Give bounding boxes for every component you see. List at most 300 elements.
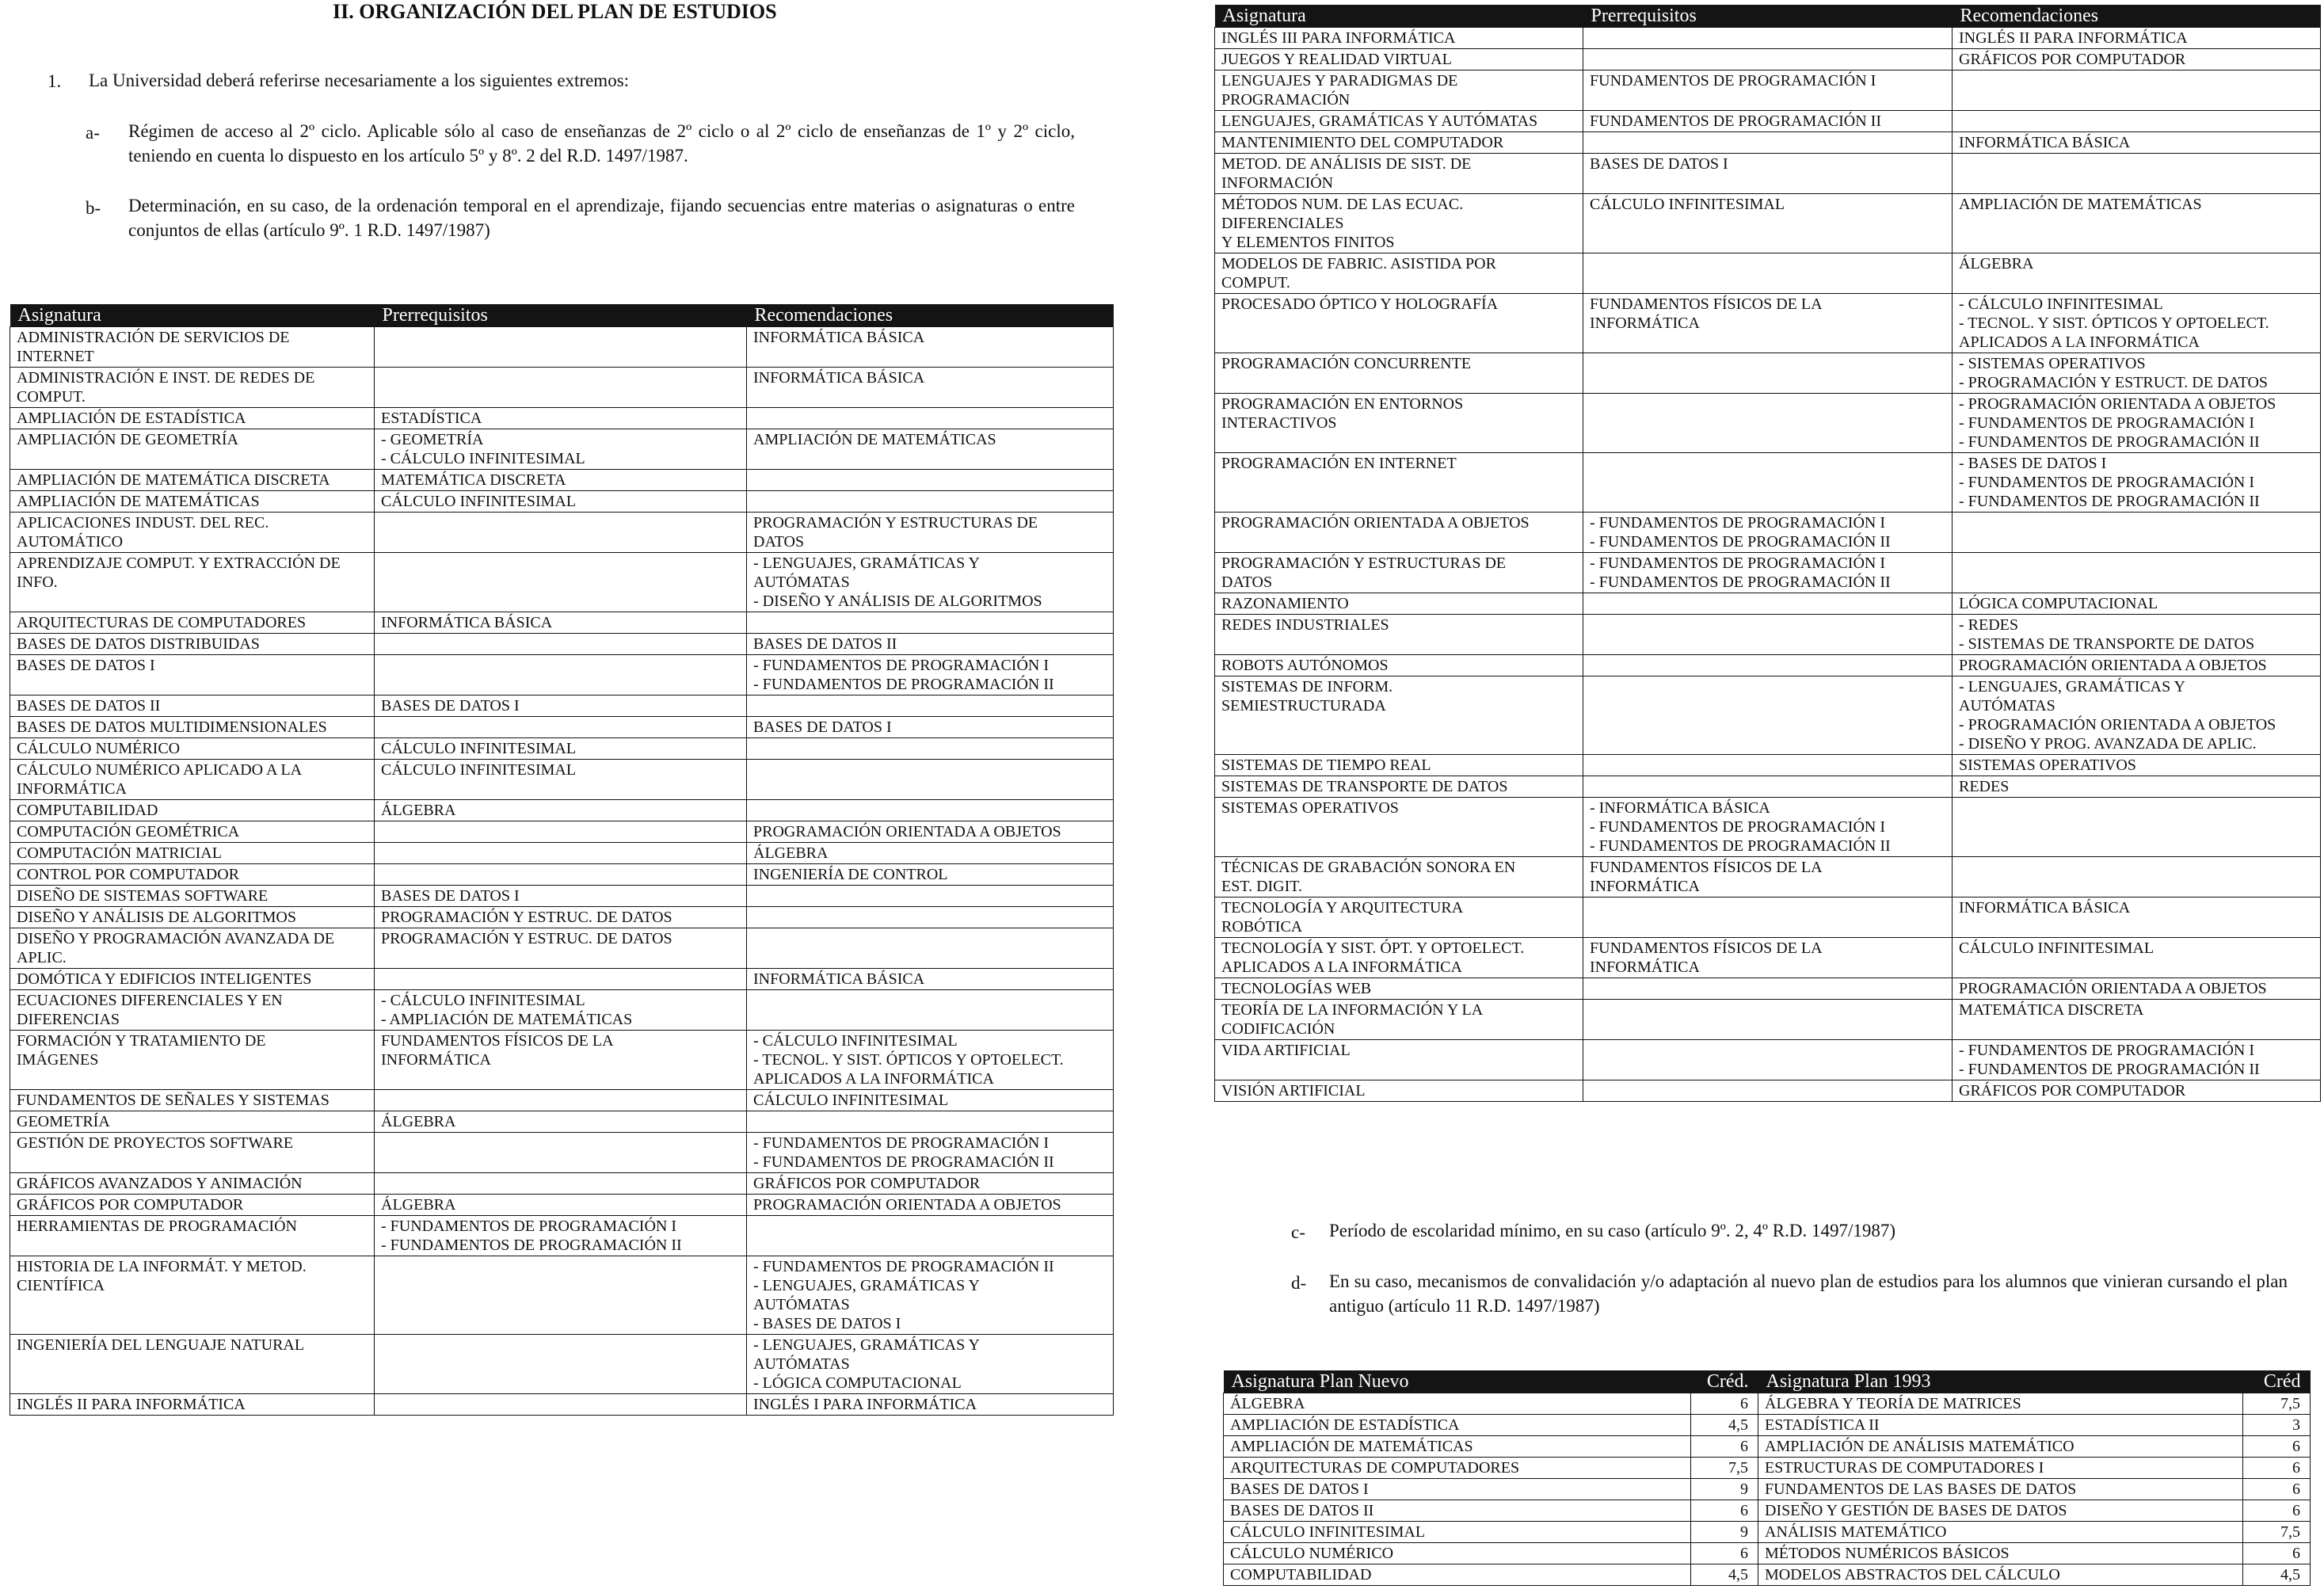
table-row xyxy=(10,634,1114,655)
table-row xyxy=(10,327,1114,368)
table-row xyxy=(10,1031,1114,1090)
table-cell: CÁLCULO INFINITESIMAL xyxy=(747,1090,1114,1111)
table-cell xyxy=(1583,676,1953,755)
table-cell: AMPLIACIÓN DE ESTADÍSTICA xyxy=(10,408,375,429)
table-cell: AMPLIACIÓN DE MATEMÁTICAS xyxy=(1953,194,2321,253)
table-cell: TECNOLOGÍA Y ARQUITECTURA ROBÓTICA xyxy=(1215,897,1583,938)
table-row xyxy=(1224,1543,2311,1564)
table-cell: LENGUAJES Y PARADIGMAS DE PROGRAMACIÓN xyxy=(1215,71,1583,111)
table-row xyxy=(10,1335,1114,1394)
table-cell: FUNDAMENTOS FÍSICOS DE LA INFORMÁTICA xyxy=(375,1031,747,1090)
table-row xyxy=(1215,294,2321,353)
table-cell xyxy=(1953,71,2321,111)
table-cell: - FUNDAMENTOS DE PROGRAMACIÓN I - FUNDAMENTOS DE PROGRAMACIÓN II xyxy=(747,655,1114,696)
table-cell xyxy=(747,470,1114,491)
table-row xyxy=(10,696,1114,717)
table-row xyxy=(1215,897,2321,938)
table-cell: FUNDAMENTOS FÍSICOS DE LA INFORMÁTICA xyxy=(1583,294,1953,353)
table-cell xyxy=(747,928,1114,969)
table-cell: PROGRAMACIÓN EN INTERNET xyxy=(1215,453,1583,513)
table-cell: AMPLIACIÓN DE MATEMÁTICA DISCRETA xyxy=(10,470,375,491)
table-row xyxy=(10,760,1114,800)
table-cell: ÁLGEBRA xyxy=(375,1111,747,1133)
table-cell xyxy=(1953,513,2321,553)
table-cell: INGENIERÍA DEL LENGUAJE NATURAL xyxy=(10,1335,375,1394)
table-cell: AMPLIACIÓN DE ESTADÍSTICA xyxy=(1224,1415,1691,1436)
table-cell: ANÁLISIS MATEMÁTICO xyxy=(1758,1522,2243,1543)
table-cell: FUNDAMENTOS FÍSICOS DE LA INFORMÁTICA xyxy=(1583,857,1953,897)
table-row xyxy=(1215,1000,2321,1040)
table-row xyxy=(1215,857,2321,897)
table-cell: 6 xyxy=(2243,1543,2311,1564)
table-cell xyxy=(375,1256,747,1335)
table-row xyxy=(1215,615,2321,655)
table-cell: 7,5 xyxy=(2243,1393,2311,1415)
table-cell xyxy=(1583,593,1953,615)
table-cell xyxy=(1583,453,1953,513)
table-cell: METOD. DE ANÁLISIS DE SIST. DE INFORMACIÓN xyxy=(1215,154,1583,194)
table-cell xyxy=(375,655,747,696)
table-cell: DISEÑO Y ANÁLISIS DE ALGORITMOS xyxy=(10,907,375,928)
table-cell: JUEGOS Y REALIDAD VIRTUAL xyxy=(1215,49,1583,71)
table-cell xyxy=(375,717,747,738)
table-row xyxy=(1215,453,2321,513)
table-cell: HISTORIA DE LA INFORMÁT. Y METOD. CIENTÍFICA xyxy=(10,1256,375,1335)
table-cell xyxy=(375,1335,747,1394)
table-row xyxy=(10,470,1114,491)
table-cell: SISTEMAS DE TRANSPORTE DE DATOS xyxy=(1215,776,1583,798)
table-row xyxy=(10,864,1114,886)
table-cell: 6 xyxy=(1691,1543,1758,1564)
table-cell xyxy=(747,1111,1114,1133)
table-cell xyxy=(375,1133,747,1173)
table-cell: VIDA ARTIFICIAL xyxy=(1215,1040,1583,1080)
table-cell: CÁLCULO INFINITESIMAL xyxy=(1224,1522,1691,1543)
table-cell: ESTADÍSTICA II xyxy=(1758,1415,2243,1436)
table-cell: BASES DE DATOS II xyxy=(1224,1500,1691,1522)
table-cell: - REDES - SISTEMAS DE TRANSPORTE DE DATOS xyxy=(1953,615,2321,655)
table-cell: BASES DE DATOS I xyxy=(375,696,747,717)
table-cell: ESTRUCTURAS DE COMPUTADORES I xyxy=(1758,1458,2243,1479)
table-cell: 4,5 xyxy=(1691,1564,1758,1586)
table-cell: ARQUITECTURAS DE COMPUTADORES xyxy=(1224,1458,1691,1479)
table-row xyxy=(1215,553,2321,593)
table-cell: ROBOTS AUTÓNOMOS xyxy=(1215,655,1583,676)
table-cell: MÉTODOS NUMÉRICOS BÁSICOS xyxy=(1758,1543,2243,1564)
table-cell: BASES DE DATOS II xyxy=(10,696,375,717)
table-cell: PROGRAMACIÓN EN ENTORNOS INTERACTIVOS xyxy=(1215,394,1583,453)
table-cell: 6 xyxy=(1691,1393,1758,1415)
table-cell xyxy=(747,491,1114,513)
table-cell xyxy=(1953,798,2321,857)
table-cell xyxy=(375,553,747,612)
table-cell: REDES xyxy=(1953,776,2321,798)
table-cell: COMPUTACIÓN GEOMÉTRICA xyxy=(10,821,375,843)
table-cell xyxy=(1583,655,1953,676)
table-row xyxy=(10,1133,1114,1173)
table-cell: - SISTEMAS OPERATIVOS - PROGRAMACIÓN Y ESTRUCT. DE DATOS xyxy=(1953,353,2321,394)
table-row xyxy=(10,990,1114,1031)
table-cell: COMPUTABILIDAD xyxy=(1224,1564,1691,1586)
table-cell: BASES DE DATOS I xyxy=(747,717,1114,738)
table-row xyxy=(1215,253,2321,294)
table-cell: RAZONAMIENTO xyxy=(1215,593,1583,615)
table-row xyxy=(1215,798,2321,857)
table-cell: CÁLCULO NUMÉRICO APLICADO A LA INFORMÁTICA xyxy=(10,760,375,800)
table-cell xyxy=(375,821,747,843)
table-cell: FUNDAMENTOS DE PROGRAMACIÓN II xyxy=(1583,111,1953,132)
table-cell: MATEMÁTICA DISCRETA xyxy=(375,470,747,491)
col-header-prerrequisitos: Prerrequisitos xyxy=(1583,5,1953,28)
table-cell: GRÁFICOS POR COMPUTADOR xyxy=(1953,1080,2321,1102)
table-row xyxy=(10,886,1114,907)
table-cell: BASES DE DATOS DISTRIBUIDAS xyxy=(10,634,375,655)
table-row xyxy=(1215,28,2321,49)
table-row xyxy=(10,738,1114,760)
table-cell: ADMINISTRACIÓN E INST. DE REDES DE COMPUT. xyxy=(10,368,375,408)
table-cell: DISEÑO Y GESTIÓN DE BASES DE DATOS xyxy=(1758,1500,2243,1522)
table-cell: - CÁLCULO INFINITESIMAL - AMPLIACIÓN DE MATEMÁTICAS xyxy=(375,990,747,1031)
table-cell: TECNOLOGÍAS WEB xyxy=(1215,978,1583,1000)
table-cell: FORMACIÓN Y TRATAMIENTO DE IMÁGENES xyxy=(10,1031,375,1090)
table-cell xyxy=(375,1173,747,1195)
table-cell: FUNDAMENTOS FÍSICOS DE LA INFORMÁTICA xyxy=(1583,938,1953,978)
table-cell: CÁLCULO INFINITESIMAL xyxy=(375,738,747,760)
table-cell: PROGRAMACIÓN ORIENTADA A OBJETOS xyxy=(1215,513,1583,553)
table-cell: COMPUTACIÓN MATRICIAL xyxy=(10,843,375,864)
table-row xyxy=(10,1173,1114,1195)
prerequisites-table-right xyxy=(1214,5,2321,1102)
table-cell xyxy=(1583,132,1953,154)
table-cell xyxy=(375,1394,747,1416)
table-cell xyxy=(747,760,1114,800)
table-cell: PROGRAMACIÓN ORIENTADA A OBJETOS xyxy=(747,821,1114,843)
table-cell: - CÁLCULO INFINITESIMAL - TECNOL. Y SIST. ÓPTICOS Y OPTOELECT. APLICADOS A LA INFORMÁTICA xyxy=(1953,294,2321,353)
table-row xyxy=(1215,1040,2321,1080)
table-cell: BASES DE DATOS I xyxy=(1224,1479,1691,1500)
table-cell xyxy=(1953,553,2321,593)
table-cell: 6 xyxy=(1691,1500,1758,1522)
col-header-plan-nuevo: Asignatura Plan Nuevo xyxy=(1224,1370,1691,1393)
table-cell: - FUNDAMENTOS DE PROGRAMACIÓN I - FUNDAMENTOS DE PROGRAMACIÓN II xyxy=(747,1133,1114,1173)
table-cell: INFORMÁTICA BÁSICA xyxy=(1953,897,2321,938)
col-header-asignatura: Asignatura xyxy=(10,304,375,327)
table-cell xyxy=(1583,776,1953,798)
table-cell: AMPLIACIÓN DE MATEMÁTICAS xyxy=(10,491,375,513)
table-cell: GEOMETRÍA xyxy=(10,1111,375,1133)
table-row xyxy=(10,491,1114,513)
table-row xyxy=(1215,194,2321,253)
table-cell: INFORMÁTICA BÁSICA xyxy=(747,368,1114,408)
table-cell: - FUNDAMENTOS DE PROGRAMACIÓN II - LENGUAJES, GRAMÁTICAS Y AUTÓMATAS - BASES DE DATOS I xyxy=(747,1256,1114,1335)
item-c-label: c- xyxy=(1291,1222,1305,1242)
table-cell: FUNDAMENTOS DE LAS BASES DE DATOS xyxy=(1758,1479,2243,1500)
table-cell xyxy=(747,696,1114,717)
table-row xyxy=(1224,1522,2311,1543)
table-cell: LÓGICA COMPUTACIONAL xyxy=(1953,593,2321,615)
table-cell xyxy=(1583,1040,1953,1080)
table-cell: DOMÓTICA Y EDIFICIOS INTELIGENTES xyxy=(10,969,375,990)
table-cell xyxy=(747,886,1114,907)
table-cell: SISTEMAS OPERATIVOS xyxy=(1215,798,1583,857)
table-cell xyxy=(1953,154,2321,194)
table-cell: 6 xyxy=(2243,1458,2311,1479)
table-cell xyxy=(747,1216,1114,1256)
table-cell xyxy=(1583,49,1953,71)
table-row xyxy=(1224,1415,2311,1436)
item-c-text: Período de escolaridad mínimo, en su caso (artículo 9º. 2, 4º R.D. 1497/1987) xyxy=(1329,1221,1895,1240)
table-row xyxy=(1224,1479,2311,1500)
table-cell: - LENGUAJES, GRAMÁTICAS Y AUTÓMATAS - DISEÑO Y ANÁLISIS DE ALGORITMOS xyxy=(747,553,1114,612)
table-cell: - LENGUAJES, GRAMÁTICAS Y AUTÓMATAS - LÓGICA COMPUTACIONAL xyxy=(747,1335,1114,1394)
table-cell: INGENIERÍA DE CONTROL xyxy=(747,864,1114,886)
table-cell: CÁLCULO INFINITESIMAL xyxy=(1953,938,2321,978)
table-cell: GRÁFICOS AVANZADOS Y ANIMACIÓN xyxy=(10,1173,375,1195)
table-cell: INFORMÁTICA BÁSICA xyxy=(1953,132,2321,154)
table-cell: - FUNDAMENTOS DE PROGRAMACIÓN I - FUNDAMENTOS DE PROGRAMACIÓN II xyxy=(1953,1040,2321,1080)
table-cell: 6 xyxy=(2243,1479,2311,1500)
table-cell xyxy=(747,800,1114,821)
table-row xyxy=(1215,938,2321,978)
table-row xyxy=(1215,755,2321,776)
table-cell xyxy=(375,1090,747,1111)
table-cell xyxy=(375,843,747,864)
table-cell: ECUACIONES DIFERENCIALES Y EN DIFERENCIAS xyxy=(10,990,375,1031)
table-cell: - LENGUAJES, GRAMÁTICAS Y AUTÓMATAS - PROGRAMACIÓN ORIENTADA A OBJETOS - DISEÑO Y PROG. AVANZADA DE APLIC. xyxy=(1953,676,2321,755)
table-cell: 4,5 xyxy=(1691,1415,1758,1436)
table-row xyxy=(10,513,1114,553)
table-cell xyxy=(1583,28,1953,49)
table-cell: TÉCNICAS DE GRABACIÓN SONORA EN EST. DIGIT. xyxy=(1215,857,1583,897)
table-cell xyxy=(375,969,747,990)
table-cell: PROGRAMACIÓN ORIENTADA A OBJETOS xyxy=(747,1195,1114,1216)
table-row xyxy=(10,969,1114,990)
table-row xyxy=(1215,1080,2321,1102)
table-cell: PROGRAMACIÓN ORIENTADA A OBJETOS xyxy=(1953,978,2321,1000)
table-cell: CÁLCULO INFINITESIMAL xyxy=(375,760,747,800)
table-row xyxy=(10,429,1114,470)
table-cell: - CÁLCULO INFINITESIMAL - TECNOL. Y SIST. ÓPTICOS Y OPTOELECT. APLICADOS A LA INFORMÁTICA xyxy=(747,1031,1114,1090)
table-cell xyxy=(1583,978,1953,1000)
table-row xyxy=(10,1195,1114,1216)
table-row xyxy=(1215,776,2321,798)
table-cell: CÁLCULO NUMÉRICO xyxy=(10,738,375,760)
table-cell: INGLÉS II PARA INFORMÁTICA xyxy=(1953,28,2321,49)
table-cell xyxy=(1583,394,1953,453)
table-cell: MÉTODOS NUM. DE LAS ECUAC. DIFERENCIALES Y ELEMENTOS FINITOS xyxy=(1215,194,1583,253)
table-cell: VISIÓN ARTIFICIAL xyxy=(1215,1080,1583,1102)
item-1-number: 1. xyxy=(48,71,62,91)
table-row xyxy=(10,368,1114,408)
table-cell xyxy=(1953,857,2321,897)
table-cell: SISTEMAS DE INFORM. SEMIESTRUCTURADA xyxy=(1215,676,1583,755)
table-cell xyxy=(375,327,747,368)
table-row xyxy=(10,1394,1114,1416)
table-cell xyxy=(1583,615,1953,655)
table-cell xyxy=(1953,111,2321,132)
table-cell: GESTIÓN DE PROYECTOS SOFTWARE xyxy=(10,1133,375,1173)
table-cell: PROGRAMACIÓN Y ESTRUC. DE DATOS xyxy=(375,907,747,928)
table-cell: FUNDAMENTOS DE PROGRAMACIÓN I xyxy=(1583,71,1953,111)
item-1-text: La Universidad deberá referirse necesariamente a los siguientes extremos: xyxy=(89,71,630,90)
table-cell: ESTADÍSTICA xyxy=(375,408,747,429)
table-row xyxy=(1215,676,2321,755)
item-a-label: a- xyxy=(86,123,100,143)
table-cell: 9 xyxy=(1691,1479,1758,1500)
table-cell: MODELOS DE FABRIC. ASISTIDA POR COMPUT. xyxy=(1215,253,1583,294)
table-row xyxy=(10,553,1114,612)
table-row xyxy=(1215,655,2321,676)
table-cell xyxy=(747,738,1114,760)
table-cell: 3 xyxy=(2243,1415,2311,1436)
col-header-cred-nuevo: Créd. xyxy=(1691,1370,1758,1393)
table-cell: AMPLIACIÓN DE GEOMETRÍA xyxy=(10,429,375,470)
table-cell: ÁLGEBRA xyxy=(375,800,747,821)
table-cell: SISTEMAS DE TIEMPO REAL xyxy=(1215,755,1583,776)
convalidation-table xyxy=(1223,1370,2311,1586)
table-cell: APLICACIONES INDUST. DEL REC. AUTOMÁTICO xyxy=(10,513,375,553)
table-cell: PROGRAMACIÓN Y ESTRUCTURAS DE DATOS xyxy=(747,513,1114,553)
table-cell: INFORMÁTICA BÁSICA xyxy=(747,327,1114,368)
table-row xyxy=(1215,132,2321,154)
table-cell: GRÁFICOS POR COMPUTADOR xyxy=(1953,49,2321,71)
table-cell: MODELOS ABSTRACTOS DEL CÁLCULO xyxy=(1758,1564,2243,1586)
table-row xyxy=(10,907,1114,928)
table-cell xyxy=(747,990,1114,1031)
table-cell: CÁLCULO INFINITESIMAL xyxy=(375,491,747,513)
table-row xyxy=(10,655,1114,696)
table-cell: HERRAMIENTAS DE PROGRAMACIÓN xyxy=(10,1216,375,1256)
table-cell: CÁLCULO INFINITESIMAL xyxy=(1583,194,1953,253)
item-d-label: d- xyxy=(1291,1273,1307,1293)
table-cell: APRENDIZAJE COMPUT. Y EXTRACCIÓN DE INFO. xyxy=(10,553,375,612)
col-header-prerrequisitos: Prerrequisitos xyxy=(375,304,747,327)
item-a-text: Régimen de acceso al 2º ciclo. Aplicable sólo al caso de enseñanzas de 2º ciclo o al 2º ciclo de enseñanzas de 1º y 2º ciclo, teniendo en cuenta lo dispuesto en los artículo 5º y 8º. 2 del R.D. 1497/1987. xyxy=(128,121,1075,166)
table-row xyxy=(1215,394,2321,453)
table-cell: CÁLCULO NUMÉRICO xyxy=(1224,1543,1691,1564)
table-cell: MATEMÁTICA DISCRETA xyxy=(1953,1000,2321,1040)
table-row xyxy=(1215,978,2321,1000)
table-cell xyxy=(375,513,747,553)
table-row xyxy=(10,1216,1114,1256)
table-cell: GRÁFICOS POR COMPUTADOR xyxy=(747,1173,1114,1195)
table-cell: DISEÑO Y PROGRAMACIÓN AVANZADA DE APLIC. xyxy=(10,928,375,969)
table-cell: - FUNDAMENTOS DE PROGRAMACIÓN I - FUNDAMENTOS DE PROGRAMACIÓN II xyxy=(375,1216,747,1256)
table-cell: INFORMÁTICA BÁSICA xyxy=(747,969,1114,990)
table-row xyxy=(1215,154,2321,194)
table-row xyxy=(10,800,1114,821)
table-row xyxy=(1215,111,2321,132)
table-cell xyxy=(375,634,747,655)
table-cell: - FUNDAMENTOS DE PROGRAMACIÓN I - FUNDAMENTOS DE PROGRAMACIÓN II xyxy=(1583,513,1953,553)
table-cell: BASES DE DATOS I xyxy=(1583,154,1953,194)
table-cell: PROGRAMACIÓN Y ESTRUCTURAS DE DATOS xyxy=(1215,553,1583,593)
prerequisites-table-left xyxy=(10,304,1114,1416)
table-row xyxy=(10,821,1114,843)
table-cell xyxy=(1583,1000,1953,1040)
table-cell: PROGRAMACIÓN ORIENTADA A OBJETOS xyxy=(1953,655,2321,676)
table-cell: 4,5 xyxy=(2243,1564,2311,1586)
section-heading: II. ORGANIZACIÓN DEL PLAN DE ESTUDIOS xyxy=(333,0,777,23)
table-cell: 6 xyxy=(2243,1500,2311,1522)
table-cell: TEORÍA DE LA INFORMACIÓN Y LA CODIFICACIÓN xyxy=(1215,1000,1583,1040)
table-cell: PROGRAMACIÓN CONCURRENTE xyxy=(1215,353,1583,394)
table-cell: INGLÉS II PARA INFORMÁTICA xyxy=(10,1394,375,1416)
table-row xyxy=(1224,1458,2311,1479)
table-cell: BASES DE DATOS MULTIDIMENSIONALES xyxy=(10,717,375,738)
table-cell: GRÁFICOS POR COMPUTADOR xyxy=(10,1195,375,1216)
table-row xyxy=(10,1111,1114,1133)
table-cell: AMPLIACIÓN DE MATEMÁTICAS xyxy=(1224,1436,1691,1458)
table-cell: 7,5 xyxy=(2243,1522,2311,1543)
table-cell: - INFORMÁTICA BÁSICA - FUNDAMENTOS DE PROGRAMACIÓN I - FUNDAMENTOS DE PROGRAMACIÓN II xyxy=(1583,798,1953,857)
table-cell: ÁLGEBRA Y TEORÍA DE MATRICES xyxy=(1758,1393,2243,1415)
table-cell: PROCESADO ÓPTICO Y HOLOGRAFÍA xyxy=(1215,294,1583,353)
col-header-asignatura: Asignatura xyxy=(1215,5,1583,28)
table-cell: AMPLIACIÓN DE ANÁLISIS MATEMÁTICO xyxy=(1758,1436,2243,1458)
table-cell xyxy=(1583,897,1953,938)
table-row xyxy=(1215,513,2321,553)
table-cell: DISEÑO DE SISTEMAS SOFTWARE xyxy=(10,886,375,907)
table-cell: COMPUTABILIDAD xyxy=(10,800,375,821)
table-cell: BASES DE DATOS I xyxy=(375,886,747,907)
table-cell xyxy=(375,864,747,886)
col-header-plan-1993: Asignatura Plan 1993 xyxy=(1758,1370,2243,1393)
table-cell: SISTEMAS OPERATIVOS xyxy=(1953,755,2321,776)
table-cell: AMPLIACIÓN DE MATEMÁTICAS xyxy=(747,429,1114,470)
table-cell: ÁLGEBRA xyxy=(747,843,1114,864)
item-d-text: En su caso, mecanismos de convalidación y/o adaptación al nuevo plan de estudios para los alumnos que vinieran cursando el plan antiguo (artículo 11 R.D. 1497/1987) xyxy=(1329,1271,2288,1316)
table-row xyxy=(1224,1436,2311,1458)
table-cell xyxy=(1583,253,1953,294)
table-row xyxy=(1224,1393,2311,1415)
col-header-recomendaciones: Recomendaciones xyxy=(747,304,1114,327)
col-header-cred-1993: Créd xyxy=(2243,1370,2311,1393)
table-cell: - PROGRAMACIÓN ORIENTADA A OBJETOS - FUNDAMENTOS DE PROGRAMACIÓN I - FUNDAMENTOS DE PROGRAMACIÓN II xyxy=(1953,394,2321,453)
table-cell: - BASES DE DATOS I - FUNDAMENTOS DE PROGRAMACIÓN I - FUNDAMENTOS DE PROGRAMACIÓN II xyxy=(1953,453,2321,513)
table-cell: - FUNDAMENTOS DE PROGRAMACIÓN I - FUNDAMENTOS DE PROGRAMACIÓN II xyxy=(1583,553,1953,593)
table-cell: ARQUITECTURAS DE COMPUTADORES xyxy=(10,612,375,634)
table-cell: 6 xyxy=(1691,1436,1758,1458)
table-cell: ÁLGEBRA xyxy=(1953,253,2321,294)
table-cell xyxy=(1583,1080,1953,1102)
table-cell: ADMINISTRACIÓN DE SERVICIOS DE INTERNET xyxy=(10,327,375,368)
table-cell: INGLÉS III PARA INFORMÁTICA xyxy=(1215,28,1583,49)
table-row xyxy=(1224,1564,2311,1586)
table-cell: ÁLGEBRA xyxy=(375,1195,747,1216)
table-cell: 9 xyxy=(1691,1522,1758,1543)
item-b-label: b- xyxy=(86,198,101,218)
table-cell: 6 xyxy=(2243,1436,2311,1458)
table-row xyxy=(1215,49,2321,71)
table-cell: LENGUAJES, GRAMÁTICAS Y AUTÓMATAS xyxy=(1215,111,1583,132)
table-row xyxy=(1215,353,2321,394)
table-cell xyxy=(747,907,1114,928)
table-row xyxy=(10,843,1114,864)
table-cell xyxy=(747,612,1114,634)
table-cell: PROGRAMACIÓN Y ESTRUC. DE DATOS xyxy=(375,928,747,969)
table-cell: - GEOMETRÍA - CÁLCULO INFINITESIMAL xyxy=(375,429,747,470)
table-row xyxy=(1215,593,2321,615)
table-cell xyxy=(1583,755,1953,776)
item-b-text: Determinación, en su caso, de la ordenación temporal en el aprendizaje, fijando secuencias entre materias o asignaturas o entre conjuntos de ellas (artículo 9º. 1 R.D. 1497/1987) xyxy=(128,196,1075,240)
table-row xyxy=(10,717,1114,738)
table-row xyxy=(1215,71,2321,111)
col-header-recomendaciones: Recomendaciones xyxy=(1953,5,2321,28)
table-cell xyxy=(1583,353,1953,394)
table-cell: ÁLGEBRA xyxy=(1224,1393,1691,1415)
table-cell: MANTENIMIENTO DEL COMPUTADOR xyxy=(1215,132,1583,154)
